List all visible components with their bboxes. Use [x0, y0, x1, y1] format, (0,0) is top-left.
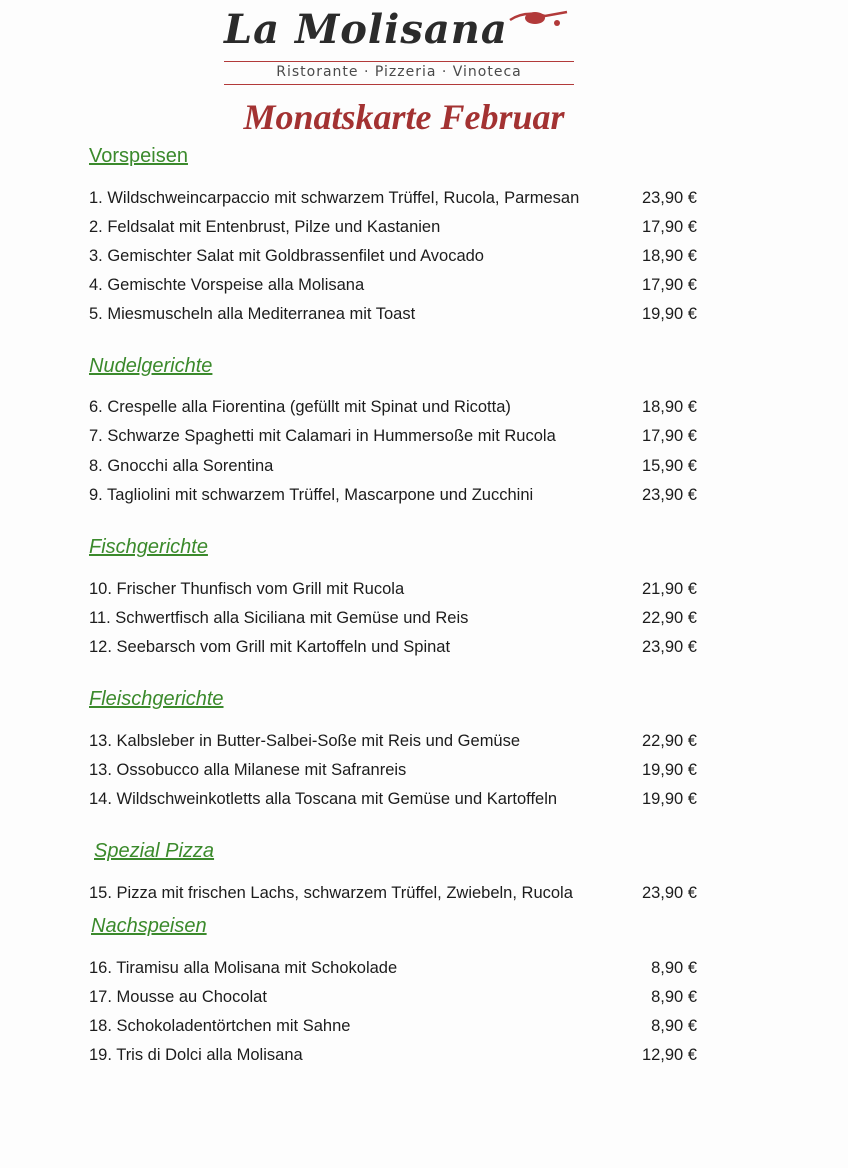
menu-item-price: 17,90 € [641, 218, 697, 236]
menu-item-name: 10. Frischer Thunfisch vom Grill mit Rucola [89, 580, 405, 598]
menu-item-price: 17,90 € [641, 276, 697, 294]
section-heading-vorspeisen: Vorspeisen [89, 145, 188, 167]
menu-item-name: 13. Ossobucco alla Milanese mit Safranreis [89, 761, 407, 779]
menu-item [89, 609, 697, 633]
menu-item-price: 22,90 € [641, 609, 697, 627]
menu-item-price: 15,90 € [641, 457, 697, 475]
menu-item-price: 19,90 € [641, 305, 697, 323]
menu-item [89, 486, 697, 510]
menu-item-price: 21,90 € [641, 580, 697, 598]
menu-item [89, 247, 697, 271]
menu-item [89, 398, 697, 422]
menu-item-price: 22,90 € [641, 732, 697, 750]
menu-item-name: 8. Gnocchi alla Sorentina [89, 457, 274, 475]
menu-item-price: 8,90 € [651, 988, 697, 1006]
menu-item-name: 3. Gemischter Salat mit Goldbrassenfilet und Avocado [89, 247, 484, 265]
menu-item-name: 12. Seebarsch vom Grill mit Kartoffeln und Spinat [89, 638, 451, 656]
menu-item-name: 5. Miesmuscheln alla Mediterranea mit Toast [89, 305, 416, 323]
menu-item-price: 23,90 € [641, 486, 697, 504]
menu-item [89, 427, 697, 451]
menu-item [89, 276, 697, 300]
menu-item-name: 9. Tagliolini mit schwarzem Trüffel, Mascarpone und Zucchini [89, 486, 534, 504]
menu-item [89, 305, 697, 329]
menu-item-name: 2. Feldsalat mit Entenbrust, Pilze und Kastanien [89, 218, 441, 236]
section-heading-nudelgerichte: Nudelgerichte [89, 355, 213, 377]
logo-divider-top [224, 61, 574, 62]
menu-item-price: 18,90 € [641, 247, 697, 265]
menu-item-name: 16. Tiramisu alla Molisana mit Schokolade [89, 959, 398, 977]
menu-item-price: 12,90 € [641, 1046, 697, 1064]
menu-item-name: 1. Wildschweincarpaccio mit schwarzem Trüffel, Rucola, Parmesan [89, 189, 580, 207]
menu-item-name: 6. Crespelle alla Fiorentina (gefüllt mit Spinat und Ricotta) [89, 398, 511, 416]
menu-item-name: 11. Schwertfisch alla Siciliana mit Gemüse und Reis [89, 609, 469, 627]
menu-item-price: 17,90 € [641, 427, 697, 445]
menu-item-price: 23,90 € [641, 189, 697, 207]
menu-item [89, 959, 697, 983]
menu-item [89, 580, 697, 604]
menu-item-price: 18,90 € [641, 398, 697, 416]
menu-item [89, 732, 697, 756]
menu-item-price: 23,90 € [641, 638, 697, 656]
menu-item-name: 18. Schokoladentörtchen mit Sahne [89, 1017, 351, 1035]
section-heading-fleischgerichte: Fleischgerichte [89, 688, 224, 710]
section-heading-nachspeisen: Nachspeisen [91, 915, 207, 937]
menu-item-price: 19,90 € [641, 761, 697, 779]
logo-subtitle: Ristorante · Pizzeria · Vinoteca [276, 64, 522, 80]
menu-item [89, 1046, 697, 1070]
menu-item-name: 15. Pizza mit frischen Lachs, schwarzem Trüffel, Zwiebeln, Rucola [89, 884, 573, 902]
menu-item-price: 19,90 € [641, 790, 697, 808]
wine-bottle-icon [505, 8, 575, 30]
logo-name: La Molisana [224, 6, 508, 53]
menu-item [89, 790, 697, 814]
menu-item-name: 13. Kalbsleber in Butter-Salbei-Soße mit Reis und Gemüse [89, 732, 521, 750]
menu-item [89, 218, 697, 242]
menu-item-price: 8,90 € [651, 959, 697, 977]
menu-item-name: 7. Schwarze Spaghetti mit Calamari in Hummersoße mit Rucola [89, 427, 556, 445]
section-heading-fischgerichte: Fischgerichte [89, 536, 208, 558]
menu-item [89, 884, 697, 908]
menu-item-price: 8,90 € [651, 1017, 697, 1035]
restaurant-logo [220, 6, 580, 86]
menu-item-name: 14. Wildschweinkotletts alla Toscana mit Gemüse und Kartoffeln [89, 790, 558, 808]
menu-item-name: 17. Mousse au Chocolat [89, 988, 267, 1006]
menu-item-name: 4. Gemischte Vorspeise alla Molisana [89, 276, 365, 294]
menu-title: Monatskarte Februar [243, 97, 565, 137]
menu-item-price: 23,90 € [641, 884, 697, 902]
menu-item [89, 1017, 697, 1041]
menu-item [89, 988, 697, 1012]
menu-item [89, 761, 697, 785]
section-heading-spezial-pizza: Spezial Pizza [94, 840, 215, 862]
menu-item [89, 189, 697, 213]
menu-item-name: 19. Tris di Dolci alla Molisana [89, 1046, 303, 1064]
menu-item [89, 457, 697, 481]
logo-divider-bottom [224, 84, 574, 85]
menu-item [89, 638, 697, 662]
